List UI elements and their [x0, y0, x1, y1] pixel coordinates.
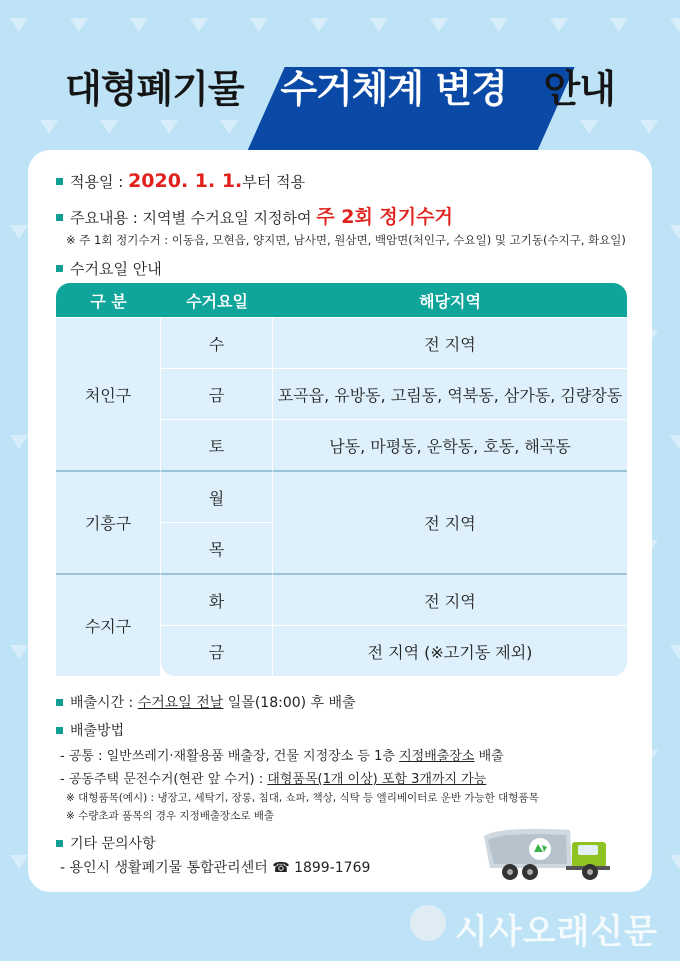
garbage-truck-icon — [480, 822, 620, 882]
decor-triangle — [130, 18, 148, 32]
decor-triangle — [10, 225, 28, 239]
decor-triangle — [10, 855, 28, 869]
table-row — [56, 573, 627, 625]
discharge-time-line: 배출시간 : 수거요일 전날 일몰(18:00) 후 배출 — [56, 692, 356, 712]
table-row — [56, 317, 627, 368]
day-cell: 목 — [161, 522, 273, 573]
decor-triangle — [370, 18, 388, 32]
main-content-line: 주요내용 : 지역별 수거요일 지정하여 주 2회 정기수거 — [56, 202, 453, 229]
title-part1: 대형폐기물 — [65, 67, 244, 111]
decor-triangle — [670, 435, 680, 449]
method-apartment: - 공동주택 문전수거(현관 앞 수거) : 대형품목(1개 이상) 포함 3개까지 가능 — [60, 772, 487, 787]
decor-triangle — [10, 435, 28, 449]
method-heading: 배출방법 — [56, 720, 124, 740]
decor-triangle — [670, 645, 680, 659]
contact-heading: 기타 문의사항 — [56, 833, 156, 853]
gu-cheoin: 처인구 — [56, 317, 161, 470]
header-area: 해당지역 — [273, 283, 627, 317]
weekly-note: ※ 주 1회 정기수거 : 이동읍, 모현읍, 양지면, 남사면, 원삼면, 백암면(처인구, 수요일) 및 고기동(수지구, 화요일) — [66, 233, 626, 247]
decor-triangle — [10, 645, 28, 659]
gu-giheung: 기흥구 — [56, 470, 161, 573]
day-cell: 월 — [161, 470, 273, 522]
decor-triangle — [670, 225, 680, 239]
apply-date: 2020. 1. 1. — [128, 170, 243, 192]
decor-triangle — [490, 18, 508, 32]
area-cell: 전 지역 — [273, 470, 627, 573]
method-note-b: ※ 수량초과 품목의 경우 지정배출장소로 배출 — [66, 810, 275, 822]
day-cell: 토 — [161, 419, 273, 470]
decor-triangle — [190, 18, 208, 32]
decor-triangle — [670, 18, 680, 32]
main-highlight: 주 2회 정기수거 — [316, 206, 453, 228]
bullet-icon — [56, 727, 63, 734]
contact-line: - 용인시 생활폐기물 통합관리센터 ☎ 1899-1769 — [60, 860, 371, 876]
bullet-icon — [56, 214, 63, 221]
gu-suji: 수지구 — [56, 573, 161, 676]
bullet-icon — [56, 265, 63, 272]
table-row — [56, 470, 627, 522]
method-common: - 공통 : 일반쓰레기·재활용품 배출장, 건물 지정장소 등 1층 지정배출장소 배출 — [60, 749, 504, 764]
watermark: 시사오래신문 — [454, 912, 658, 952]
day-cell: 금 — [161, 368, 273, 419]
area-cell: 포곡읍, 유방동, 고림동, 역북동, 삼가동, 김량장동 — [273, 368, 627, 419]
title-highlight: 수거체계 변경 — [280, 67, 507, 111]
decor-triangle — [70, 18, 88, 32]
decor-triangle — [430, 18, 448, 32]
header-gu: 구 분 — [56, 283, 161, 317]
decor-triangle — [310, 18, 328, 32]
decor-triangle — [250, 18, 268, 32]
apply-date-line: 적용일 : 2020. 1. 1.부터 적용 — [56, 170, 305, 192]
area-cell: 전 지역 — [273, 573, 627, 625]
header-day: 수거요일 — [161, 283, 273, 317]
page-title — [0, 58, 680, 113]
bullet-icon — [56, 178, 63, 185]
bullet-icon — [56, 840, 63, 847]
schedule-heading: 수거요일 안내 — [56, 258, 162, 279]
bullet-icon — [56, 699, 63, 706]
method-note-a: ※ 대형품목(예시) : 냉장고, 세탁기, 장롱, 침대, 쇼파, 책상, 식탁 등 엘리베이터로 운반 가능한 대형품목 — [66, 792, 539, 804]
decor-triangle — [10, 18, 28, 32]
table-header-row — [56, 283, 627, 317]
schedule-table — [56, 283, 627, 676]
day-cell: 화 — [161, 573, 273, 625]
day-cell: 수 — [161, 317, 273, 368]
decor-triangle — [670, 855, 680, 869]
decor-triangle — [550, 18, 568, 32]
area-cell: 전 지역 — [273, 317, 627, 368]
decor-triangle — [610, 18, 628, 32]
area-cell: 전 지역 (※고기동 제외) — [273, 625, 627, 676]
day-cell: 금 — [161, 625, 273, 676]
area-cell: 남동, 마평동, 운학동, 호동, 해곡동 — [273, 419, 627, 470]
title-part2: 안내 — [543, 67, 615, 111]
newspaper-logo-icon — [410, 905, 446, 941]
